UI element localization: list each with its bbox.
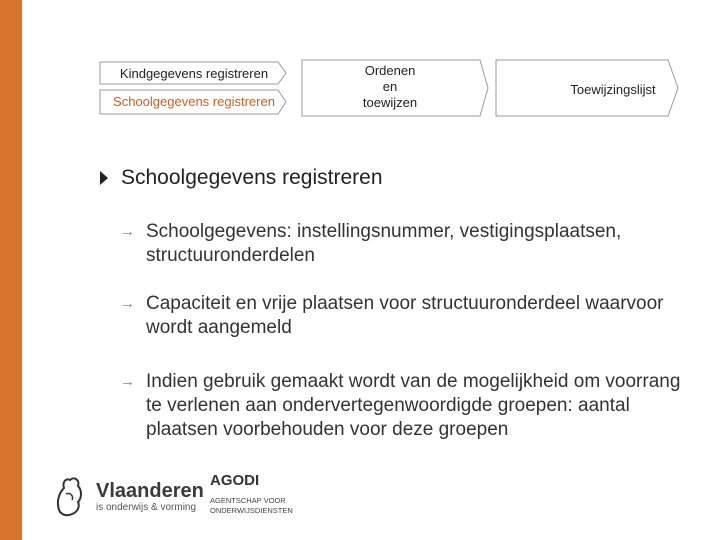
arrow-right-icon: → [120, 295, 135, 312]
list-item-text: Schoolgegevens: instellingsnummer, vestigingsplaatsen, structuuronderdelen [146, 221, 622, 266]
orange-sidebar-bar [0, 0, 22, 540]
play-bullet-icon [100, 171, 108, 185]
list-item [120, 370, 690, 442]
vlaanderen-tagline: is onderwijs & vorming [96, 502, 197, 513]
process-flow [98, 60, 688, 120]
list-item [120, 292, 690, 340]
flemish-lion-icon [52, 474, 88, 518]
step-schoolgegevens-label: Schoolgegevens registreren [113, 94, 275, 109]
vlaanderen-logo-text: Vlaanderen [96, 480, 204, 502]
section-heading-text: Schoolgegevens registreren [121, 166, 383, 189]
list-item-text: Capaciteit en vrije plaatsen voor structuuronderdeel waarvoor wordt aangemeld [146, 293, 664, 338]
step-toewijzingslijst-label: Toewijzingslijst [570, 82, 656, 97]
list-item [120, 220, 690, 268]
footer-logos [52, 470, 312, 530]
step-kindgegevens-label: Kindgegevens registreren [119, 66, 269, 81]
step-ordenen-label: Ordenen en toewijzen [362, 63, 418, 110]
agodi-tagline: AGENTSCHAP VOOR ONDERWIJSDIENSTEN [210, 496, 293, 515]
arrow-right-icon: → [120, 373, 135, 390]
list-item-text: Indien gebruik gemaakt wordt van de mogelijkheid om voorrang te verlenen aan ondervertegenwoordigde groepen: aantal plaatsen voorbehouden voor deze groepen [146, 371, 681, 440]
section-heading [100, 166, 383, 190]
agodi-logo-text: AGODI [210, 472, 260, 489]
arrow-right-icon: → [120, 223, 135, 240]
